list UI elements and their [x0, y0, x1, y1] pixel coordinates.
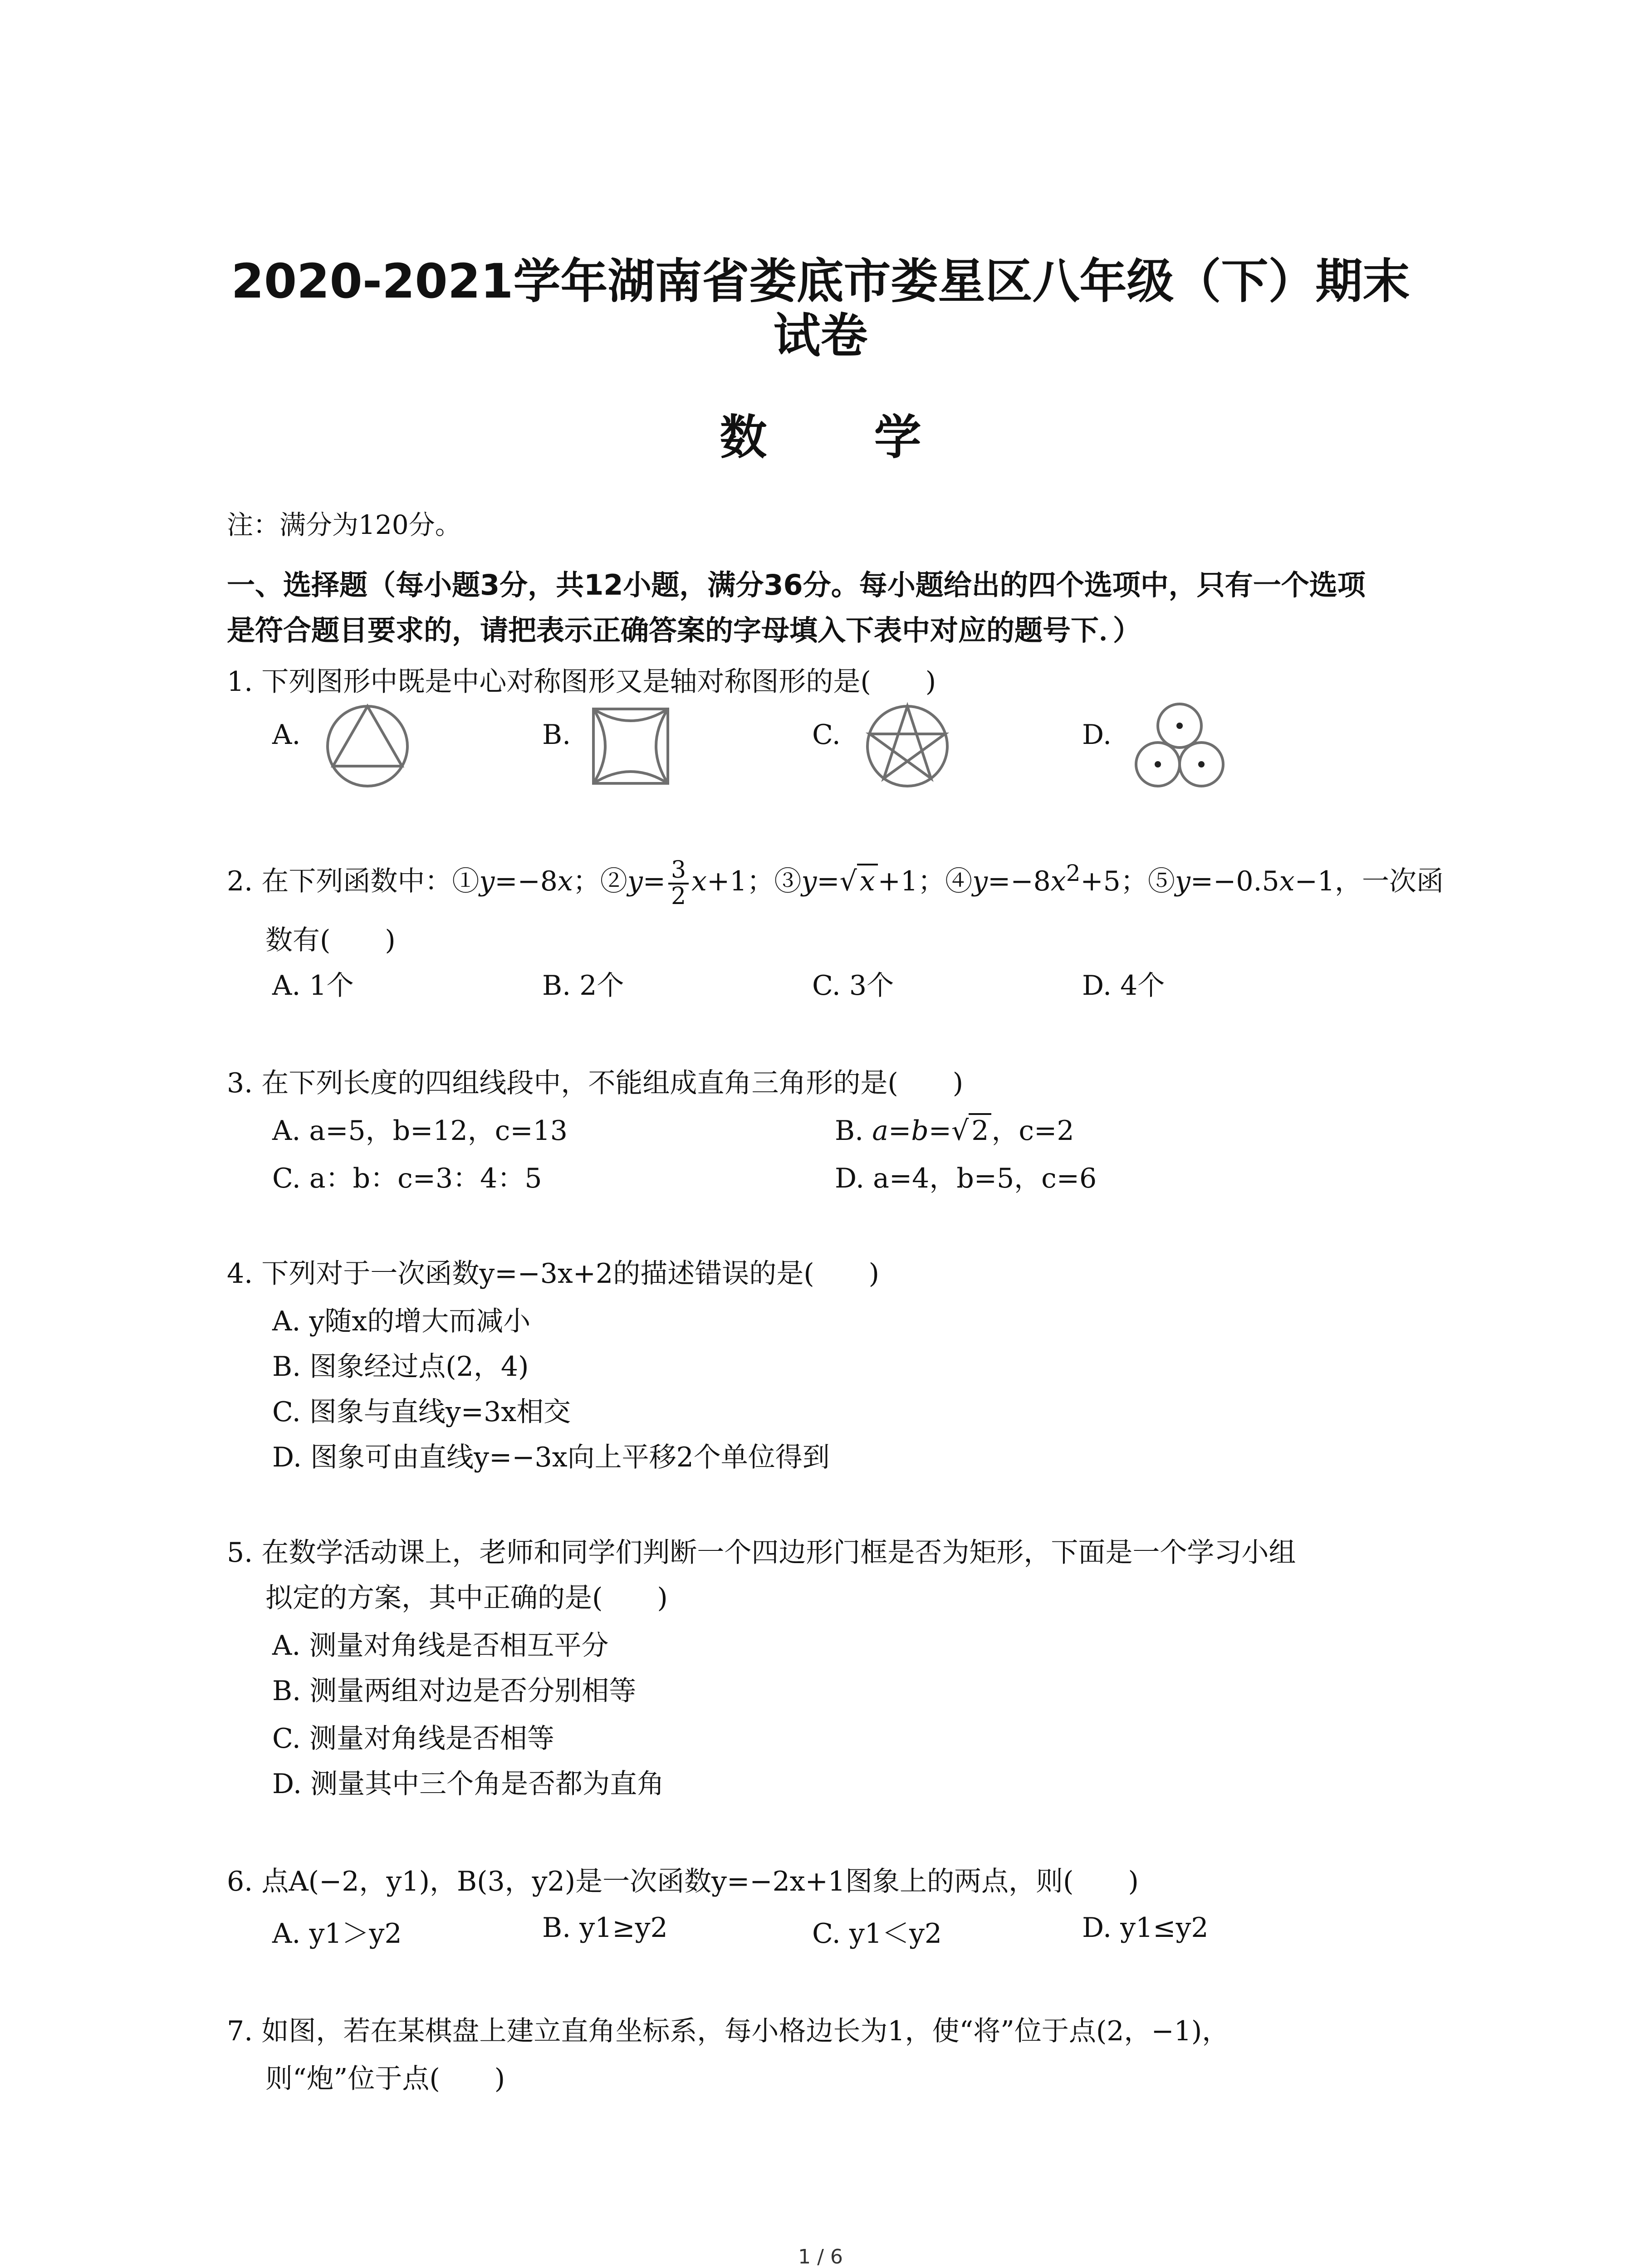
q4-option-d: D. 图象可由直线y=−3x向上平移2个单位得到: [272, 1442, 830, 1473]
q3-stem: 3. 在下列长度的四组线段中，不能组成直角三角形的是( ): [227, 1067, 964, 1099]
q3-option-b-rest: ，c=2: [991, 1115, 1074, 1147]
score-note: 注：满分为120分。: [227, 509, 461, 540]
q2-option-a: A. 1个: [272, 970, 354, 1002]
title-line-1: 2020-2021学年湖南省娄底市娄星区八年级（下）期末: [231, 254, 1410, 309]
q1-option-b-label: B.: [542, 719, 571, 751]
q6-stem: 6. 点A(−2，y1)，B(3，y2)是一次函数y=−2x+1图象上的两点，则( ): [227, 1866, 1139, 1897]
q2-text-pre: 在下列函数中：①: [261, 865, 480, 897]
page-number: 1 / 6: [798, 2245, 843, 2268]
q2-option-b: B. 2个: [542, 970, 624, 1002]
q2-text-3: =: [817, 865, 840, 897]
q1-stem: 1. 下列图形中既是中心对称图形又是轴对称图形的是( ): [227, 666, 936, 698]
q2-text-5: =−8: [988, 865, 1051, 897]
three-circles-icon: [1130, 699, 1230, 794]
q2-fraction-numerator: 3: [668, 858, 689, 885]
q7-stem-line-2: 则“炮”位于点( ): [265, 2063, 505, 2095]
q6-option-a: A. y1＞y2: [272, 1918, 402, 1950]
section-1-heading-line-2: 是符合题目要求的，请把表示正确答案的字母填入下表中对应的题号下．）: [227, 614, 1141, 647]
title-line-2: 试卷: [773, 308, 868, 363]
subject-heading: 数 学: [720, 410, 967, 465]
q2-text-6: =−0.5: [1190, 865, 1279, 897]
q5-stem-line-1: 5. 在数学活动课上，老师和同学们判断一个四边形门框是否为矩形，下面是一个学习小组: [227, 1537, 1296, 1569]
q2-text-5b: +5；⑤: [1080, 865, 1175, 897]
q2-text-7: −1，一次函: [1294, 865, 1444, 897]
circle-star-icon: [862, 701, 953, 792]
square-four-arcs-icon: [590, 705, 671, 787]
q2-stem-line-1: 2. 在下列函数中：①y=−8x；②y= $\frac{3}{2}$ x+1；③y=√ x +1；$④y=-8x^2+5$；⑤y=−0.5x−1，一次函: [227, 856, 1444, 910]
q3-option-b-label: B.: [835, 1115, 864, 1147]
q6-option-c: C. y1＜y2: [812, 1918, 942, 1950]
q4-stem: 4. 下列对于一次函数y=−3x+2的描述错误的是( ): [227, 1258, 880, 1290]
q2-text-sep: ；②: [573, 865, 627, 897]
q6-option-b: B. y1≥y2: [542, 1912, 668, 1944]
q2-text-2: +1；③: [706, 865, 802, 897]
q3-option-b: B. a=b=√ 2 ，c=2: [835, 1109, 1074, 1148]
q7-stem-line-1: 7. 如图，若在某棋盘上建立直角坐标系，每小格边长为1，使“将”位于点(2，−1)，: [227, 2015, 1230, 2047]
q5-stem-line-2: 拟定的方案，其中正确的是( ): [265, 1582, 668, 1614]
q5-option-b: B. 测量两组对边是否分别相等: [272, 1675, 637, 1707]
q4-option-b: B. 图象经过点(2，4): [272, 1351, 529, 1383]
q2-text-1: =−8: [495, 865, 558, 897]
q4-option-a: A. y随x的增大而减小: [272, 1305, 531, 1337]
q2-text-4: +1；④: [877, 865, 973, 897]
q2-fraction: [668, 858, 689, 908]
q3-option-c: C. a：b：c=3：4：5: [272, 1163, 542, 1194]
q1-option-c-label: C.: [812, 719, 841, 751]
q6-option-d: D. y1≤y2: [1082, 1912, 1209, 1944]
q2-stem-line-2: 数有( ): [265, 924, 396, 956]
section-1-heading-line-1: 一、选择题（每小题3分，共12小题，满分36分。每小题给出的四个选项中，只有一个选项: [227, 568, 1366, 601]
q4-option-c: C. 图象与直线y=3x相交: [272, 1396, 571, 1428]
q5-option-a: A. 测量对角线是否相互平分: [272, 1630, 609, 1662]
q3-option-a: A. a=5，b=12，c=13: [272, 1115, 568, 1147]
q2-option-d: D. 4个: [1082, 970, 1165, 1002]
q1-option-d-label: D.: [1082, 719, 1112, 751]
q2-number: 2.: [227, 865, 253, 897]
q2-fraction-denominator: 2: [671, 883, 686, 910]
q1-option-a-label: A.: [272, 719, 301, 751]
q5-option-d: D. 测量其中三个角是否都为直角: [272, 1768, 665, 1800]
q3-option-d: D. a=4，b=5，c=6: [835, 1163, 1097, 1194]
q5-option-c: C. 测量对角线是否相等: [272, 1723, 554, 1755]
q2-option-c: C. 3个: [812, 970, 894, 1002]
circle-inscribed-triangle-icon: [322, 701, 413, 792]
